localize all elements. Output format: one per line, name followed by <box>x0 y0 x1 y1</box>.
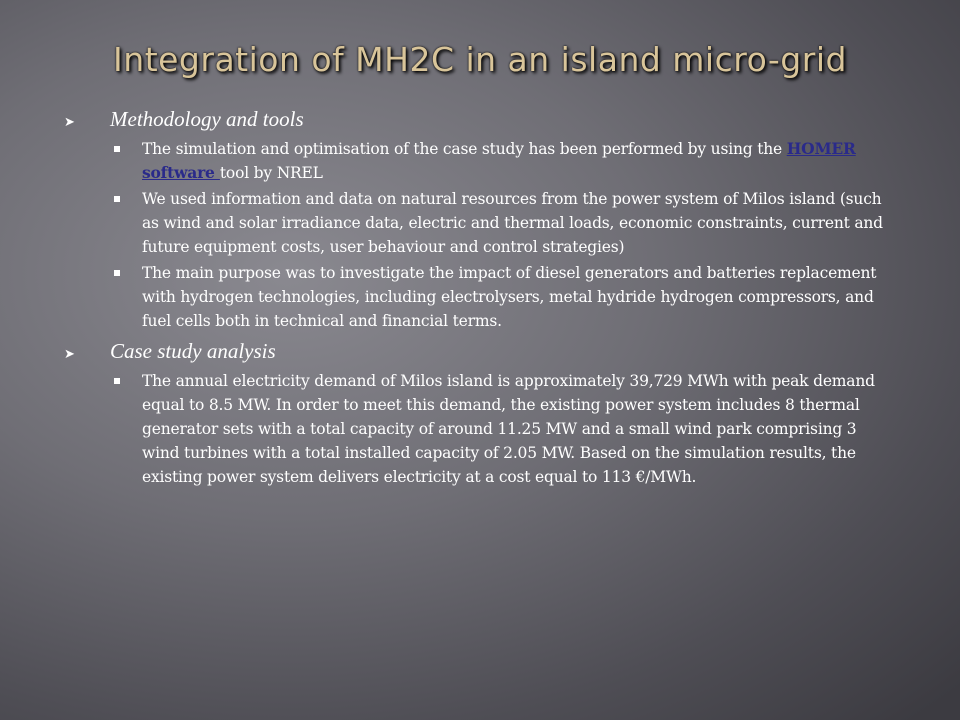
slide-title: Integration of MH2C in an island micro-grid <box>113 40 847 79</box>
list-item <box>110 261 894 333</box>
list-item-text: The annual electricity demand of Milos island is approximately 39,729 MWh with peak demand equal to 8.5 MW. In order to meet this demand, the existing power system includes 8 thermal generator sets with a total capacity of around 11.25 MW and a small wind park comprising 3 wind turbines with a total installed capacity of 2.05 MW. Based on the simulation results, the existing power system delivers electricity at a cost equal to 113 €/MWh. <box>142 372 875 486</box>
section-case-study <box>64 337 894 365</box>
square-bullet-icon <box>110 187 142 202</box>
section-heading: Case study analysis <box>110 339 276 363</box>
square-bullet-icon <box>110 369 142 384</box>
list-item-text: We used information and data on natural resources from the power system of Milos island (such as wind and solar irradiance data, electric and thermal loads, economic constraints, current and future equipment costs, user behaviour and control strategies) <box>142 190 883 256</box>
list-item-text <box>142 137 894 185</box>
square-bullet-icon <box>110 137 142 152</box>
bullet-list <box>64 137 894 333</box>
list-item-text-part: The simulation and optimisation of the case study has been performed by using the <box>142 140 787 158</box>
chevron-right-icon: ➤ <box>64 347 75 362</box>
list-item-text-part: tool by NREL <box>219 164 323 182</box>
homer-software-link[interactable]: HOMER software <box>142 139 856 182</box>
section-methodology <box>64 105 894 133</box>
slide-content <box>64 101 894 491</box>
square-bullet-icon <box>110 261 142 276</box>
chevron-right-icon: ➤ <box>64 115 75 130</box>
list-item <box>110 187 894 259</box>
bullet-list <box>64 369 894 489</box>
section-heading: Methodology and tools <box>110 107 304 131</box>
list-item <box>110 137 894 185</box>
list-item <box>110 369 894 489</box>
list-item-text: The main purpose was to investigate the impact of diesel generators and batteries replacement with hydrogen technologies, including electrolysers, metal hydride hydrogen compressors, and fuel cells both in technical and financial terms. <box>142 264 877 330</box>
